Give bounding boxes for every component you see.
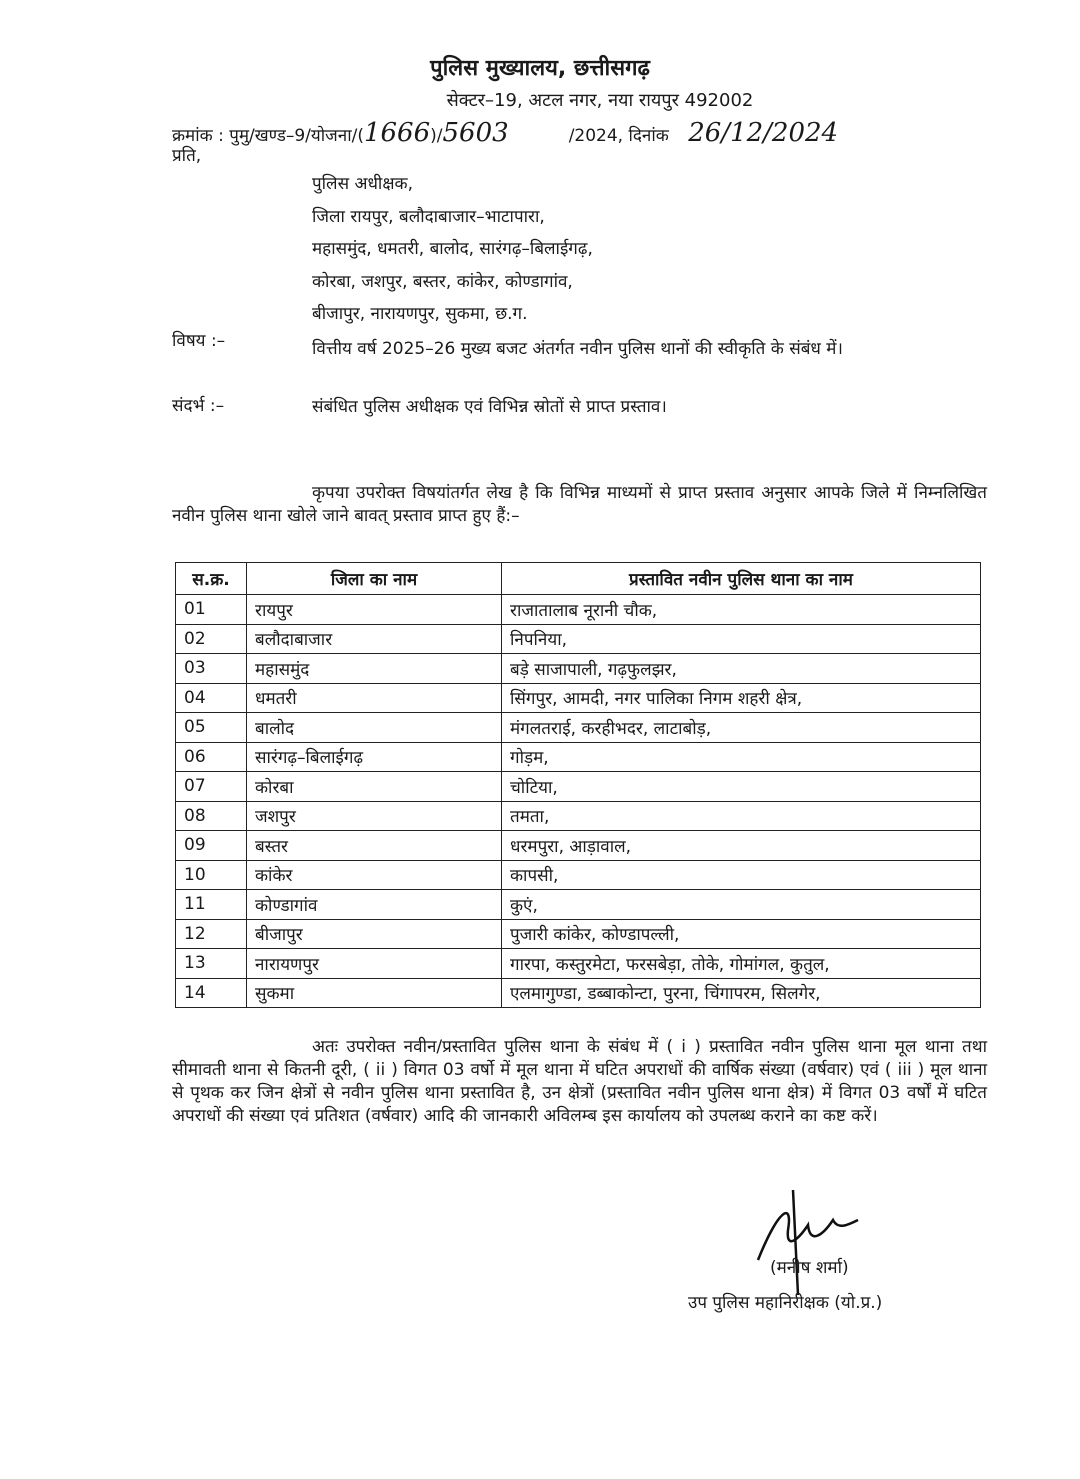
addressee-line: पुलिस अधीक्षक, <box>312 174 413 194</box>
district-cell: जशपुर <box>247 801 502 831</box>
to-label: प्रति, <box>172 146 202 166</box>
serial-cell: 07 <box>176 772 247 802</box>
table-row <box>176 742 981 772</box>
district-cell: सारंगढ़–बिलाईगढ़ <box>247 742 502 772</box>
station-cell: सिंगपुर, आमदी, नगर पालिका निगम शहरी क्षेत्र, <box>502 683 981 713</box>
closing-paragraph: अतः उपरोक्त नवीन/प्रस्तावित पुलिस थाना के संबंध में ( i ) प्रस्तावित नवीन पुलिस थाना मूल थाना तथा सीमावती थाना से कितनी दूरी, ( ii ) विगत 03 वर्षो में मूल थाना में घटित अपराधों की वार्षिक संख्या (वर्षवार) एवं ( iii ) मूल थाना से पृथक कर जिन क्षेत्रों से नवीन पुलिस थाना प्रस्तावित है, उन क्षेत्रों (प्रस्तावित नवीन पुलिस थाना क्षेत्र) में विगत 03 वर्षों में घटित अपराधों की संख्या एवं प्रतिशत (वर्षवार) आदि की जानकारी अविलम्ब इस कार्यालय को उपलब्ध कराने का कष्ट करें। <box>172 1037 987 1126</box>
table-header-row <box>176 563 981 595</box>
station-cell: चोटिया, <box>502 772 981 802</box>
station-cell: गोड़म, <box>502 742 981 772</box>
ref-year: /2024, दिनांक <box>568 126 669 146</box>
serial-cell: 13 <box>176 949 247 979</box>
table-row <box>176 860 981 890</box>
date-handwritten: 26/12/2024 <box>688 118 839 148</box>
intro-paragraph: कृपया उपरोक्त विषयांतर्गत लेख है कि विभिन्न माध्यमों से प्राप्त प्रस्ताव अनुसार आपके जिले में निम्नलिखित नवीन पुलिस थाना खोले जाने बावत् प्रस्ताव प्राप्त हुए हैं:– <box>172 483 987 526</box>
table-row <box>176 801 981 831</box>
addressee-line: जिला रायपुर, बलौदाबाजार–भाटापारा, <box>312 206 545 227</box>
district-cell: नारायणपुर <box>247 949 502 979</box>
col-station: प्रस्तावित नवीन पुलिस थाना का नाम <box>502 563 981 595</box>
addressee-line: बीजापुर, नारायणपुर, सुकमा, छ.ग. <box>312 304 528 324</box>
serial-cell: 04 <box>176 683 247 713</box>
station-cell: कुएं, <box>502 890 981 920</box>
addressee-line: कोरबा, जशपुर, बस्तर, कांकेर, कोण्डागांव, <box>312 271 573 292</box>
reference-text: संबंधित पुलिस अधीक्षक एवं विभिन्न स्रोतों से प्राप्त प्रस्ताव। <box>312 397 667 417</box>
table-row <box>176 624 981 654</box>
station-cell: तमता, <box>502 801 981 831</box>
table-row <box>176 919 981 949</box>
district-cell: कोण्डागांव <box>247 890 502 920</box>
reference-number <box>172 118 838 148</box>
table-row <box>176 595 981 625</box>
col-serial: स.क्र. <box>176 563 247 595</box>
serial-cell: 10 <box>176 860 247 890</box>
district-cell: धमतरी <box>247 683 502 713</box>
station-cell: निपनिया, <box>502 624 981 654</box>
table-row <box>176 772 981 802</box>
serial-cell: 09 <box>176 831 247 861</box>
proposed-stations-table <box>175 562 981 1008</box>
serial-cell: 05 <box>176 713 247 743</box>
district-cell: कांकेर <box>247 860 502 890</box>
table-row <box>176 890 981 920</box>
serial-cell: 14 <box>176 978 247 1008</box>
table-row <box>176 831 981 861</box>
district-cell: बलौदाबाजार <box>247 624 502 654</box>
serial-cell: 03 <box>176 654 247 684</box>
addressee-block <box>312 168 1012 331</box>
serial-cell: 06 <box>176 742 247 772</box>
serial-cell: 11 <box>176 890 247 920</box>
ref-sep: )/ <box>430 126 443 146</box>
office-title: पुलिस मुख्यालय, छत्तीसगढ़ <box>430 56 650 81</box>
serial-cell: 08 <box>176 801 247 831</box>
station-cell: एलमागुण्डा, डब्बाकोन्टा, पुरना, चिंगापरम, सिलगेर, <box>502 978 981 1008</box>
district-cell: सुकमा <box>247 978 502 1008</box>
office-address: सेक्टर–19, अटल नगर, नया रायपुर 492002 <box>446 90 754 111</box>
ref-handwritten-2: 5603 <box>442 118 509 148</box>
table-row <box>176 683 981 713</box>
station-cell: कापसी, <box>502 860 981 890</box>
serial-cell: 02 <box>176 624 247 654</box>
subject-text: वित्तीय वर्ष 2025–26 मुख्य बजट अंतर्गत नवीन पुलिस थानों की स्वीकृति के संबंध में। <box>312 339 843 359</box>
station-cell: पुजारी कांकेर, कोण्डापल्ली, <box>502 919 981 949</box>
ref-handwritten-1: 1666 <box>363 118 431 148</box>
serial-cell: 01 <box>176 595 247 625</box>
table-row <box>176 713 981 743</box>
station-cell: धरमपुरा, आड़ावाल, <box>502 831 981 861</box>
serial-cell: 12 <box>176 919 247 949</box>
station-cell: गारपा, कस्तुरमेटा, फरसबेड़ा, तोके, गोमांगल, कुतुल, <box>502 949 981 979</box>
district-cell: कोरबा <box>247 772 502 802</box>
ref-label: क्रमांक : पुमु/खण्ड–9/योजना/( <box>172 126 364 146</box>
district-cell: बालोद <box>247 713 502 743</box>
district-cell: बीजापुर <box>247 919 502 949</box>
station-cell: राजातालाब नूरानी चौक, <box>502 595 981 625</box>
table-row <box>176 654 981 684</box>
station-cell: मंगलतराई, करहीभदर, लाटाबोड़, <box>502 713 981 743</box>
district-cell: महासमुंद <box>247 654 502 684</box>
district-cell: बस्तर <box>247 831 502 861</box>
signature-image <box>748 1190 868 1300</box>
station-cell: बड़े साजापाली, गढ़फुलझर, <box>502 654 981 684</box>
col-district: जिला का नाम <box>247 563 502 595</box>
addressee-line: महासमुंद, धमतरी, बालोद, सारंगढ़–बिलाईगढ़, <box>312 239 593 259</box>
table-row <box>176 978 981 1008</box>
table-row <box>176 949 981 979</box>
signatory-name: (मनीष शर्मा) <box>770 1258 849 1278</box>
district-cell: रायपुर <box>247 595 502 625</box>
reference-label: संदर्भ :– <box>172 396 225 416</box>
signatory-designation: उप पुलिस महानिरीक्षक (यो.प्र.) <box>688 1293 883 1313</box>
subject-label: विषय :– <box>172 331 226 351</box>
